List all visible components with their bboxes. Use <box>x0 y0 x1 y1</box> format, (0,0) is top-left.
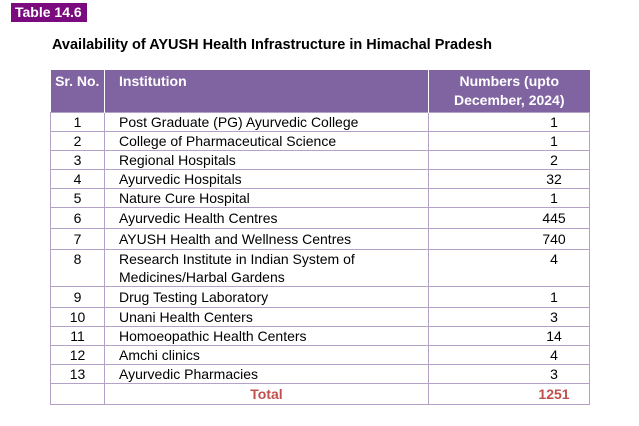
sr-cell: 4 <box>51 170 105 189</box>
institution-cell: Ayurvedic Pharmacies <box>105 365 429 384</box>
table-body <box>51 113 590 405</box>
column-header-institution: Institution <box>105 70 429 113</box>
sr-cell: 2 <box>51 132 105 151</box>
number-cell: 32 <box>429 170 590 189</box>
table-row <box>51 287 590 308</box>
sr-cell: 8 <box>51 250 105 287</box>
sr-cell: 6 <box>51 208 105 229</box>
institution-cell: College of Pharmaceutical Science <box>105 132 429 151</box>
number-cell: 4 <box>429 250 590 287</box>
institution-cell: Post Graduate (PG) Ayurvedic College <box>105 113 429 132</box>
institution-cell: Regional Hospitals <box>105 151 429 170</box>
sr-cell: 3 <box>51 151 105 170</box>
table-number-badge: Table 14.6 <box>11 3 87 22</box>
institution-cell: Homoeopathic Health Centers <box>105 327 429 346</box>
number-cell: 1 <box>429 113 590 132</box>
table-row <box>51 308 590 327</box>
number-cell: 1 <box>429 132 590 151</box>
table-header-row <box>51 70 590 113</box>
institution-cell: Drug Testing Laboratory <box>105 287 429 308</box>
table-row <box>51 170 590 189</box>
sr-cell: 1 <box>51 113 105 132</box>
total-row <box>51 384 590 405</box>
number-cell: 445 <box>429 208 590 229</box>
institution-cell: Unani Health Centers <box>105 308 429 327</box>
institution-cell: Amchi clinics <box>105 346 429 365</box>
institution-cell: Nature Cure Hospital <box>105 189 429 208</box>
table-row <box>51 327 590 346</box>
table-row <box>51 250 590 287</box>
sr-cell: 5 <box>51 189 105 208</box>
table-row <box>51 113 590 132</box>
institution-cell: Ayurvedic Hospitals <box>105 170 429 189</box>
number-cell: 1 <box>429 287 590 308</box>
institution-cell: AYUSH Health and Wellness Centres <box>105 229 429 250</box>
table-row <box>51 346 590 365</box>
total-value: 1251 <box>429 384 590 405</box>
table-row <box>51 229 590 250</box>
column-header-sr-no: Sr. No. <box>51 70 105 113</box>
total-sr-cell <box>51 384 105 405</box>
table-row <box>51 208 590 229</box>
table-row <box>51 132 590 151</box>
sr-cell: 12 <box>51 346 105 365</box>
sr-cell: 9 <box>51 287 105 308</box>
table-row <box>51 189 590 208</box>
number-cell: 3 <box>429 308 590 327</box>
sr-cell: 7 <box>51 229 105 250</box>
number-cell: 1 <box>429 189 590 208</box>
number-cell: 2 <box>429 151 590 170</box>
total-label: Total <box>105 384 429 405</box>
number-cell: 3 <box>429 365 590 384</box>
table-row <box>51 151 590 170</box>
ayush-infrastructure-table <box>50 70 590 405</box>
institution-cell: Research Institute in Indian System of Medicines/Harbal Gardens <box>105 250 429 287</box>
column-header-numbers: Numbers (upto December, 2024) <box>429 70 590 113</box>
number-cell: 14 <box>429 327 590 346</box>
sr-cell: 13 <box>51 365 105 384</box>
number-cell: 740 <box>429 229 590 250</box>
sr-cell: 10 <box>51 308 105 327</box>
table-row <box>51 365 590 384</box>
table-title: Availability of AYUSH Health Infrastructure in Himachal Pradesh <box>52 37 492 53</box>
number-cell: 4 <box>429 346 590 365</box>
sr-cell: 11 <box>51 327 105 346</box>
institution-cell: Ayurvedic Health Centres <box>105 208 429 229</box>
